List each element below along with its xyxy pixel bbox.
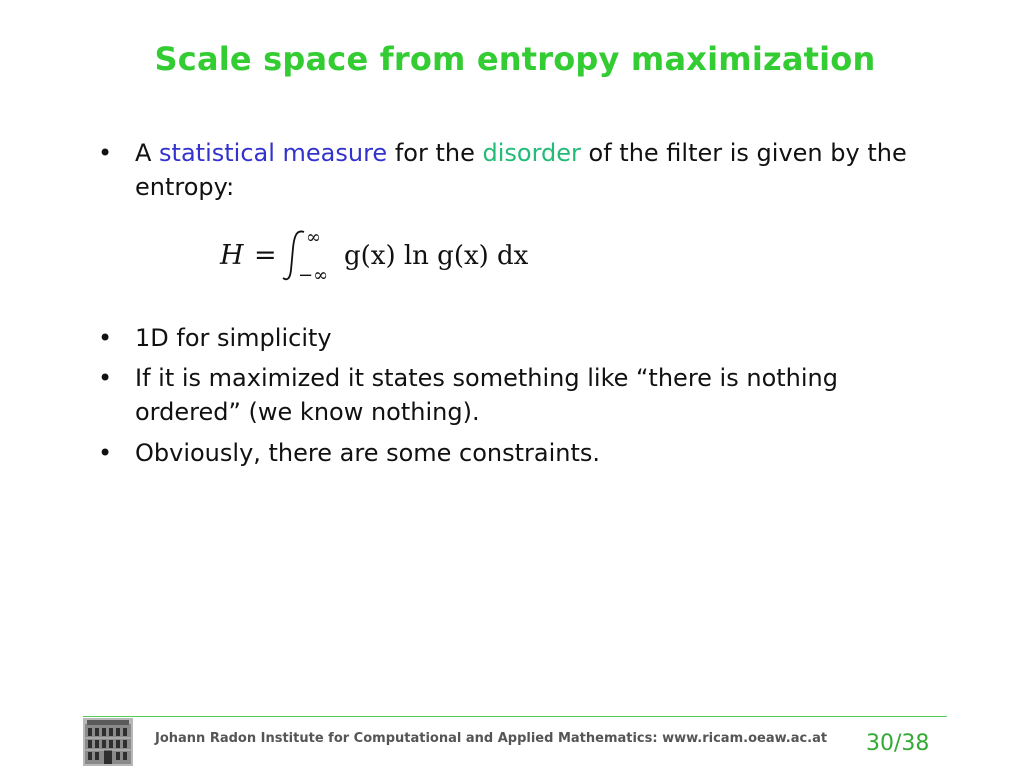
bullet-item [98,361,925,429]
formula-upper-limit: ∞ [306,227,321,248]
institute-logo [83,718,133,766]
page-number: 30/38 [866,731,930,756]
bullet-text: 1D for simplicity [135,324,332,352]
bullet-dot: • [98,139,113,167]
bullet-item [98,136,925,204]
formula-lower-limit: −∞ [298,265,329,284]
bullet-text: If it is maximized it states something like “there is nothing ordered” (we know nothing). [135,364,838,426]
formula-integrand: g(x) ln g(x) dx [344,241,529,271]
formula-lhs: H [220,240,244,271]
bullet-text-part: A [135,139,160,167]
bullet-text-part: of the filter is given by the entropy: [135,139,907,201]
bullet-text: Obviously, there are some constraints. [135,439,601,467]
entropy-formula [218,226,558,284]
highlight-disorder: disorder [482,139,581,167]
bullet-dot: • [98,439,113,467]
bullet-item [98,436,925,470]
bullet-text-part: for the [387,139,483,167]
formula-equals: = [254,240,277,271]
slide-title: Scale space from entropy maximization [154,40,876,78]
highlight-statistical-measure: statistical measure [159,139,388,167]
bullet-dot: • [98,364,113,392]
footer-institute: Johann Radon Institute for Computational and Applied Mathematics: www.ricam.oeaw.ac.at [155,731,828,746]
bullet-item [98,321,925,355]
footer-rule [83,716,947,717]
bullet-dot: • [98,324,113,352]
